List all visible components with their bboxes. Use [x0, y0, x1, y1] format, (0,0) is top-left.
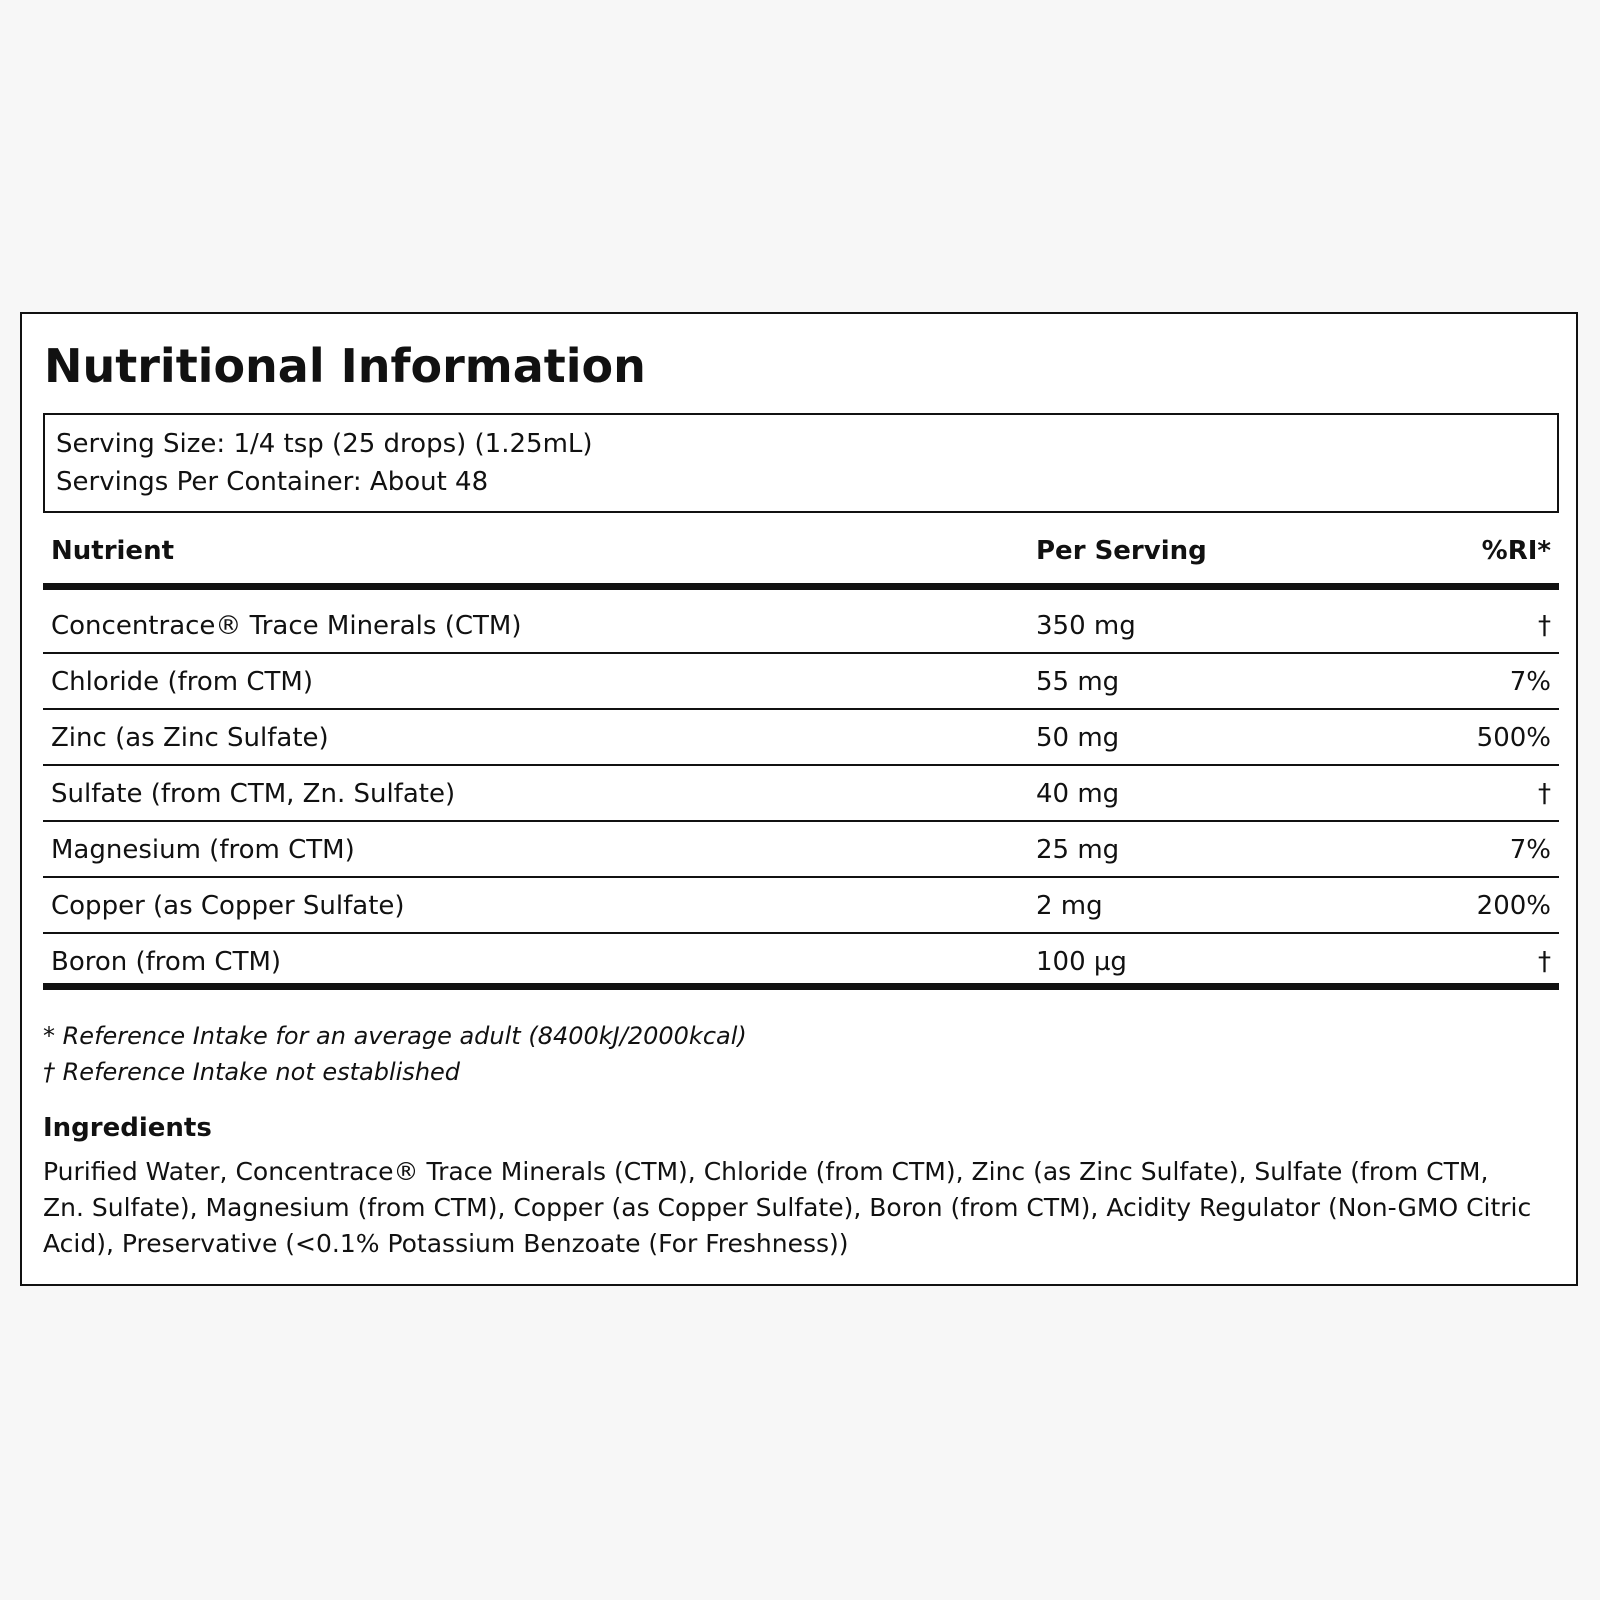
servings-per-container: Servings Per Container: About 48 [56, 467, 489, 497]
footnote-not-established: † Reference Intake not established [43, 1058, 461, 1086]
serving-size: Serving Size: 1/4 tsp (25 drops) (1.25mL) [56, 429, 593, 459]
header-per-serving: Per Serving [1036, 536, 1207, 566]
table-row [43, 766, 1559, 822]
table-row [43, 710, 1559, 766]
footnote-reference-intake: * Reference Intake for an average adult (8400kJ/2000kcal) [43, 1022, 747, 1050]
nutrient-amount: 350 mg [1036, 611, 1136, 641]
header-ri: %RI* [1481, 536, 1551, 566]
header-nutrient: Nutrient [51, 536, 175, 566]
serving-info-box [43, 413, 1559, 513]
nutrient-name: Chloride (from CTM) [51, 667, 313, 697]
nutrient-name: Copper (as Copper Sulfate) [51, 891, 405, 921]
nutrient-ri: † [1538, 611, 1551, 641]
table-header-row [43, 526, 1559, 590]
nutrient-ri: 7% [1509, 835, 1551, 865]
footnotes [43, 1018, 747, 1090]
nutrient-ri: † [1538, 947, 1551, 977]
nutrient-name: Boron (from CTM) [51, 947, 282, 977]
ingredients-heading: Ingredients [43, 1113, 212, 1143]
panel-title: Nutritional Information [44, 339, 646, 393]
nutrient-ri: 500% [1476, 723, 1551, 753]
table-row [43, 598, 1559, 654]
nutrient-ri: 200% [1476, 891, 1551, 921]
nutrient-amount: 50 mg [1036, 723, 1120, 753]
nutrient-name: Sulfate (from CTM, Zn. Sulfate) [51, 779, 456, 809]
ingredients-text: Purified Water, Concentrace® Trace Minerals (CTM), Chloride (from CTM), Zinc (as Zinc Sulfate), Sulfate (from CTM, Zn. Sulfate), Magnesium (from CTM), Copper (as Copper Sulfate), Boron (from CTM), Acidity Regulator (Non-GMO Citric Acid), Preservative (<0.1% Potassium Benzoate (For Freshness)) [43, 1157, 1532, 1258]
table-row [43, 934, 1559, 990]
nutrient-table [43, 526, 1559, 990]
nutrition-panel [20, 312, 1578, 1286]
nutrient-amount: 25 mg [1036, 835, 1120, 865]
nutrient-ri: 7% [1509, 667, 1551, 697]
nutrient-name: Magnesium (from CTM) [51, 835, 355, 865]
table-row [43, 654, 1559, 710]
table-row [43, 822, 1559, 878]
nutrient-ri: † [1538, 779, 1551, 809]
nutrient-amount: 55 mg [1036, 667, 1120, 697]
table-row [43, 878, 1559, 934]
nutrient-amount: 2 mg [1036, 891, 1103, 921]
nutrient-name: Concentrace® Trace Minerals (CTM) [51, 611, 522, 641]
nutrient-name: Zinc (as Zinc Sulfate) [51, 723, 329, 753]
nutrient-amount: 40 mg [1036, 779, 1120, 809]
nutrient-amount: 100 µg [1036, 947, 1127, 977]
